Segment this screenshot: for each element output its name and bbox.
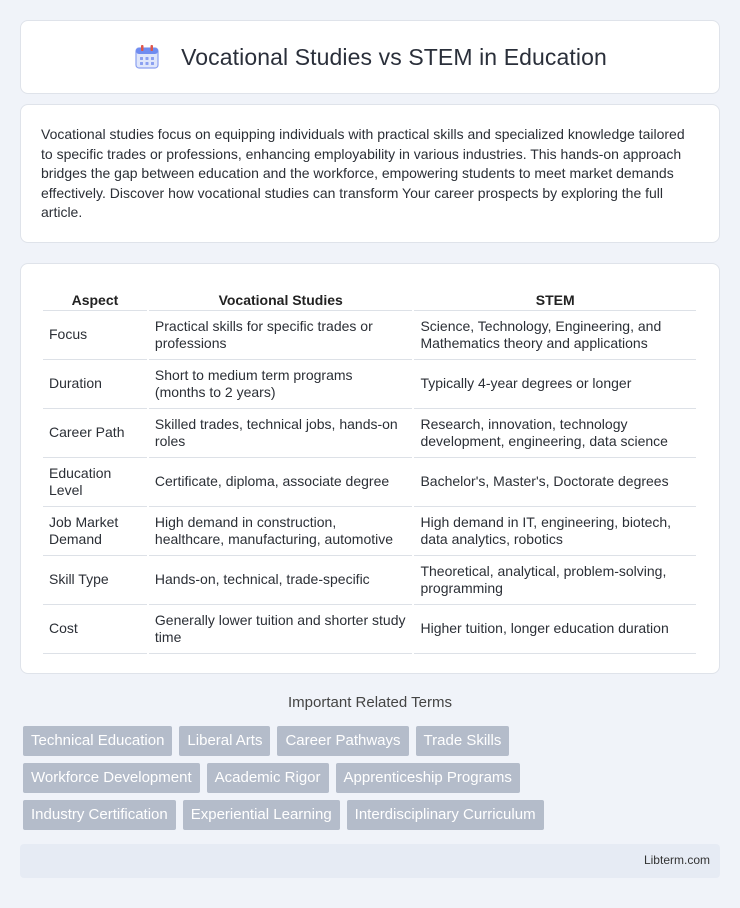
tag-workforce-development[interactable]: Workforce Development bbox=[23, 763, 200, 793]
table-row bbox=[43, 605, 696, 654]
related-terms-heading: Important Related Terms bbox=[288, 694, 452, 711]
tag-industry-certification[interactable]: Industry Certification bbox=[23, 800, 176, 830]
table-row bbox=[43, 556, 696, 605]
tag-academic-rigor[interactable]: Academic Rigor bbox=[207, 763, 329, 793]
aspect-cell: Education Level bbox=[43, 458, 147, 507]
tag-career-pathways[interactable]: Career Pathways bbox=[277, 726, 408, 756]
aspect-cell: Job Market Demand bbox=[43, 507, 147, 556]
table-row bbox=[43, 360, 696, 409]
stem-cell: Science, Technology, Engineering, and Mathematics theory and applications bbox=[414, 311, 696, 360]
header bbox=[133, 43, 607, 71]
comparison-table bbox=[41, 284, 698, 654]
aspect-cell: Duration bbox=[43, 360, 147, 409]
aspect-cell: Focus bbox=[43, 311, 147, 360]
vocational-cell: Short to medium term programs (months to 2 years) bbox=[149, 360, 413, 409]
tag-trade-skills[interactable]: Trade Skills bbox=[416, 726, 510, 756]
comparison-card bbox=[20, 263, 720, 674]
tag-row bbox=[23, 726, 723, 756]
intro-card bbox=[20, 104, 720, 243]
related-terms-list bbox=[23, 726, 723, 837]
page-title: Vocational Studies vs STEM in Education bbox=[181, 43, 607, 70]
tag-experiential-learning[interactable]: Experiential Learning bbox=[183, 800, 340, 830]
footer bbox=[20, 844, 720, 878]
tag-interdisciplinary-curriculum[interactable]: Interdisciplinary Curriculum bbox=[347, 800, 544, 830]
tag-row bbox=[23, 763, 723, 793]
aspect-cell: Career Path bbox=[43, 409, 147, 458]
tag-liberal-arts[interactable]: Liberal Arts bbox=[179, 726, 270, 756]
stem-cell: High demand in IT, engineering, biotech, data analytics, robotics bbox=[414, 507, 696, 556]
stem-cell: Typically 4-year degrees or longer bbox=[414, 360, 696, 409]
vocational-cell: Generally lower tuition and shorter study time bbox=[149, 605, 413, 654]
tag-apprenticeship-programs[interactable]: Apprenticeship Programs bbox=[336, 763, 520, 793]
tag-technical-education[interactable]: Technical Education bbox=[23, 726, 172, 756]
stem-cell: Higher tuition, longer education duration bbox=[414, 605, 696, 654]
vocational-cell: Practical skills for specific trades or professions bbox=[149, 311, 413, 360]
table-header-row bbox=[43, 284, 696, 311]
header-card bbox=[20, 20, 720, 94]
aspect-cell: Skill Type bbox=[43, 556, 147, 605]
table-row bbox=[43, 458, 696, 507]
stem-cell: Theoretical, analytical, problem-solving, programming bbox=[414, 556, 696, 605]
aspect-cell: Cost bbox=[43, 605, 147, 654]
table-row bbox=[43, 409, 696, 458]
column-header-vocational: Vocational Studies bbox=[149, 284, 413, 311]
column-header-stem: STEM bbox=[414, 284, 696, 311]
tag-row bbox=[23, 800, 723, 830]
vocational-cell: Skilled trades, technical jobs, hands-on roles bbox=[149, 409, 413, 458]
vocational-cell: Hands-on, technical, trade-specific bbox=[149, 556, 413, 605]
stem-cell: Research, innovation, technology development, engineering, data science bbox=[414, 409, 696, 458]
footer-site-link[interactable]: Libterm.com bbox=[643, 853, 710, 867]
vocational-cell: Certificate, diploma, associate degree bbox=[149, 458, 413, 507]
table-row bbox=[43, 311, 696, 360]
table-row bbox=[43, 507, 696, 556]
stem-cell: Bachelor's, Master's, Doctorate degrees bbox=[414, 458, 696, 507]
column-header-aspect: Aspect bbox=[43, 284, 147, 311]
vocational-cell: High demand in construction, healthcare, manufacturing, automotive bbox=[149, 507, 413, 556]
intro-paragraph: Vocational studies focus on equipping individuals with practical skills and specialized knowledge tailored to specific trades or professions, enhancing employability in various industries. This hands-on approach bridges the gap between education and the workforce, empowering students to meet market demands effectively. Discover how vocational studies can transform Your career prospects by exploring the full article. bbox=[41, 126, 685, 221]
calendar-icon bbox=[133, 43, 161, 71]
